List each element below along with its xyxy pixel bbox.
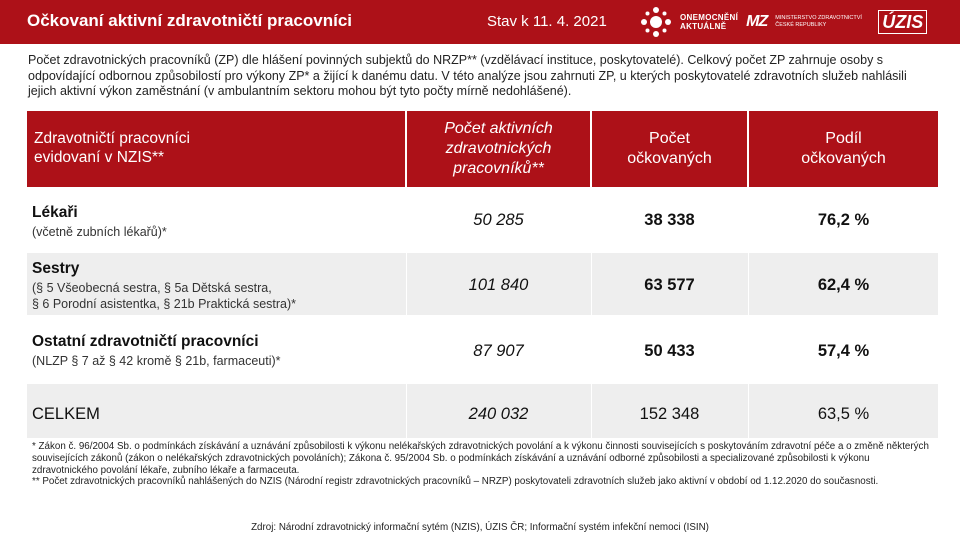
row-label-celkem: CELKEM xyxy=(32,405,100,423)
cell-active-sestry: 101 840 xyxy=(468,276,529,294)
page-title: Očkovaní aktivní zdravotničtí pracovníci xyxy=(27,11,352,30)
cell-active-ostatni: 87 907 xyxy=(473,342,524,360)
cell-active-celkem: 240 032 xyxy=(468,405,529,423)
table-header-share: Podíl očkovaných xyxy=(749,111,938,187)
table-header-vaccinated: Počet očkovaných xyxy=(592,111,747,187)
mzcr-logo-icon: MZ xyxy=(746,13,768,30)
status-date: Stav k 11. 4. 2021 xyxy=(487,13,607,30)
row-label-sestry: Sestry xyxy=(32,260,80,277)
onemocneni-aktualne-logo-icon xyxy=(640,6,672,38)
intro-paragraph: Počet zdravotnických pracovníků (ZP) dle hlášení povinných subjektů do NRZP** (vzdělávací instituce, poskytovatelé). Celkový počet ZP zahrnuje osoby s odpovídající odbornou způsobilostí pro výkony ZP* a žijící k danému datu. V této analýze jsou zahrnuti ZP, u kterých poskytovatelé zdravotních služeb nahlásili jejich aktivní výkon zaměstnání (v ambulantním sektoru mohou být tyto počty mírně nedohlášené). xyxy=(28,53,907,98)
table-header-group: Zdravotničtí pracovníci evidovaní v NZIS** xyxy=(34,130,190,166)
mzcr-logo-text: MINISTERSTVO ZDRAVOTNICTVÍ ČESKÉ REPUBLIKY xyxy=(775,15,862,28)
onemocneni-aktualne-logo-text: ONEMOCNĚNÍ AKTUÁLNĚ xyxy=(680,13,739,31)
cell-share-lekari: 76,2 % xyxy=(817,211,870,229)
logo-strip xyxy=(640,5,927,39)
cell-share-celkem: 63,5 % xyxy=(817,405,870,423)
table-header-active: Počet aktivních zdravotnických pracovníků** xyxy=(407,111,590,187)
uzis-logo-icon: ÚZIS xyxy=(878,10,927,34)
footnote-1: * Zákon č. 96/2004 Sb. o podmínkách získávání a uznávání způsobilosti k výkonu nelékařských zdravotnických povolání a k výkonu činnosti souvisejících s poskytováním zdravotní péče a o změně některých souvisejících zákonů (zákon o nelékařských zdravotnických povoláních); Zákona č. 95/2004 Sb. o podmínkách získávání a uznávání odborné způsobilosti a specializované způsobilosti k výkonu zdravotnického povolání lékaře, zubního lékaře a farmaceuta. xyxy=(32,441,929,476)
footnote-2: ** Počet zdravotnických pracovníků nahlášených do NZIS (Národní registr zdravotnických pracovníků – NRZP) poskytovateli zdravotních služeb jako aktivní v období od 1.12.2020 do současnosti. xyxy=(32,476,879,488)
row-label-lekari: Lékaři xyxy=(32,204,78,221)
cell-active-lekari: 50 285 xyxy=(473,211,524,229)
row-label-ostatni: Ostatní zdravotničtí pracovníci xyxy=(32,333,259,350)
cell-vaccinated-ostatni: 50 433 xyxy=(644,342,695,360)
row-note-sestry: (§ 5 Všeobecná sestra, § 5a Dětská sestra, § 6 Porodní asistentka, § 21b Praktická sestra)* xyxy=(32,281,297,311)
source-note: Zdroj: Národní zdravotnický informační sytém (NZIS), ÚZIS ČR; Informační systém infekční nemoci (ISIN) xyxy=(251,522,709,533)
footnotes xyxy=(32,441,932,488)
cell-share-ostatni: 57,4 % xyxy=(817,342,870,360)
row-note-lekari: (včetně zubních lékařů)* xyxy=(32,225,167,239)
cell-vaccinated-lekari: 38 338 xyxy=(644,211,695,229)
row-note-ostatni: (NLZP § 7 až § 42 kromě § 21b, farmaceuti)* xyxy=(32,354,281,368)
cell-vaccinated-celkem: 152 348 xyxy=(639,405,700,423)
cell-vaccinated-sestry: 63 577 xyxy=(644,276,695,294)
cell-share-sestry: 62,4 % xyxy=(817,276,870,294)
